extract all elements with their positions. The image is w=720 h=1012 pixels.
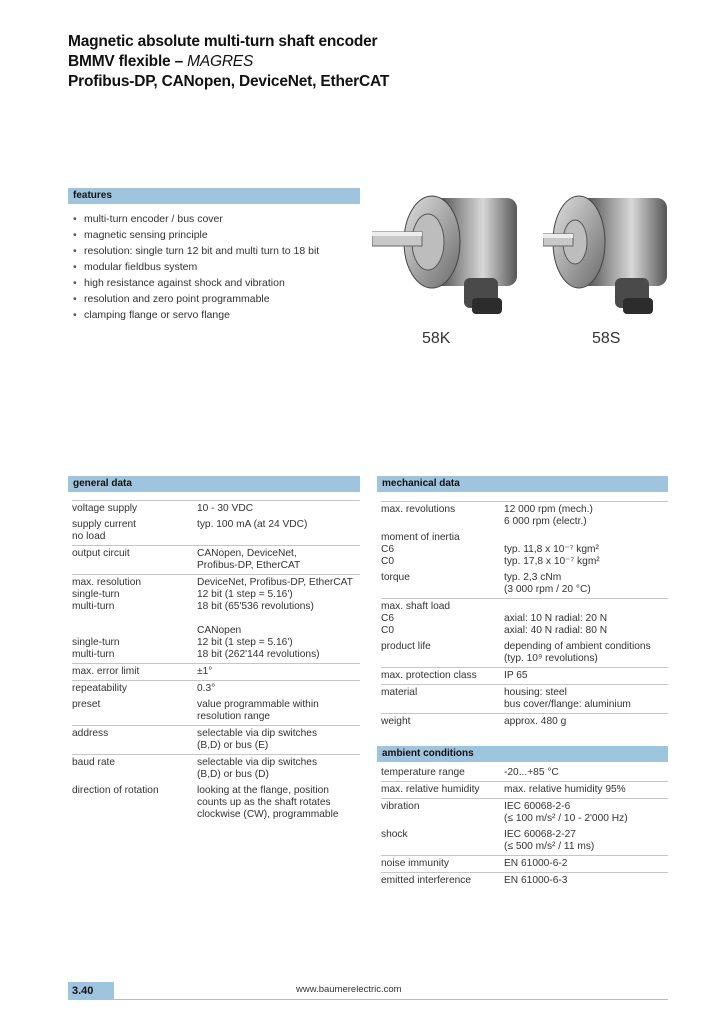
spec-row [381,570,668,598]
spec-value-line: (typ. 10⁹ revolutions) [504,653,598,664]
spec-label-line [381,841,504,853]
spec-value [197,699,360,723]
spec-value-line: (3 000 rpm / 20 °C) [504,584,591,595]
spec-label [381,829,504,853]
encoder-58s-image [543,190,673,316]
spec-label-line: multi-turn [72,649,115,660]
spec-label-line [381,653,504,665]
spec-label [381,687,504,711]
spec-label-line: noise immunity [381,858,449,869]
spec-value-line: 10 - 30 VDC [197,503,254,514]
spec-value-line: 12 bit (1 step = 5.16') [197,589,293,600]
spec-value-line: typ. 11,8 x 10⁻⁷ kgm² [504,544,599,555]
spec-label-line [381,813,504,825]
spec-label-line: max. protection class [381,670,477,681]
spec-label [381,875,504,887]
spec-value [197,683,360,695]
spec-label [72,519,197,543]
spec-value-line: looking at the flange, position [197,785,329,796]
spec-label-line [72,711,197,723]
spec-row [381,598,668,639]
spec-row [72,663,360,680]
spec-label-line [381,516,504,528]
title-line-3: Profibus-DP, CANopen, DeviceNet, EtherCAT [68,73,390,90]
spec-label-line: multi-turn [72,601,115,612]
spec-label [72,666,197,678]
feature-item: • modular fieldbus system [73,259,319,275]
spec-value [504,801,668,825]
feature-item: • high resistance against shock and vibration [73,275,319,291]
spec-row [72,680,360,697]
spec-row [381,713,668,730]
feature-item: • magnetic sensing principle [73,227,319,243]
spec-value-line: approx. 480 g [504,716,567,727]
spec-label-line [72,740,197,752]
spec-label [72,699,197,723]
spec-label-line: emitted interference [381,875,472,886]
spec-value [504,858,668,870]
spec-label [72,683,197,695]
spec-value [504,784,668,796]
spec-label [72,728,197,752]
spec-label-line: no load [72,531,106,542]
spec-value-line: counts up as the shaft rotates [197,797,331,808]
spec-value [197,728,360,752]
spec-label [72,548,197,572]
spec-value-line: max. relative humidity 95% [504,784,626,795]
spec-value-line: (≤ 500 m/s² / 11 ms) [504,841,595,852]
spec-value-line: selectable via dip switches [197,757,318,768]
spec-label [381,801,504,825]
spec-row [72,517,360,545]
feature-item: • multi-turn encoder / bus cover [73,211,319,227]
spec-value-line: IP 65 [504,670,528,681]
spec-label-line: max. error limit [72,666,140,677]
spec-label [381,572,504,596]
spec-label-line: supply current [72,519,136,530]
spec-value-line: bus cover/flange: aluminium [504,699,631,710]
spec-value [197,577,360,661]
spec-label-line: shock [381,829,408,840]
spec-value [197,503,360,515]
spec-value-line: CANopen [197,625,242,636]
spec-label [381,601,504,637]
page-title [68,32,389,92]
spec-value-line [504,532,668,544]
spec-value-line: 0.3° [197,683,216,694]
spec-label-line [72,809,197,821]
spec-value [504,641,668,665]
spec-value [504,532,668,568]
spec-value-line: IEC 60068-2-27 [504,829,576,840]
spec-label-line [381,699,504,711]
spec-label [72,785,197,821]
spec-label [72,577,197,661]
spec-label-line [72,560,197,572]
spec-row [381,667,668,684]
title-line-2-prefix: BMMV flexible – [68,53,188,70]
spec-value-line: CANopen, DeviceNet, [197,548,297,559]
spec-value-line: selectable via dip switches [197,728,318,739]
spec-label-line: C0 [381,625,395,636]
spec-row [381,501,668,530]
spec-label [72,503,197,515]
spec-row [72,545,360,574]
mechanical-data-header: mechanical data [377,476,668,492]
spec-label [381,532,504,568]
spec-value-line: -20...+85 °C [504,767,559,778]
spec-value-line: housing: steel [504,687,567,698]
spec-value [504,670,668,682]
spec-label [381,716,504,728]
spec-value-line: value programmable within [197,699,319,710]
spec-value-line: 18 bit (262'144 revolutions) [197,649,320,660]
spec-label-line: address [72,728,109,739]
spec-label-line: torque [381,572,410,583]
encoder-58k-image [372,190,522,316]
spec-row [381,530,668,570]
spec-label-line: single-turn [72,637,120,648]
spec-label-line: baud rate [72,757,116,768]
spec-value [197,548,360,572]
features-list [73,211,319,323]
spec-label [381,784,504,796]
spec-row [381,781,668,798]
spec-value-line: (B,D) or bus (D) [197,769,269,780]
spec-label-line [72,797,197,809]
spec-row [72,697,360,725]
title-line-2 [68,52,389,72]
spec-label-line: weight [381,716,411,727]
spec-label-line: preset [72,699,101,710]
spec-row [72,574,360,663]
caption-58s: 58S [592,330,621,347]
spec-value-line [504,601,668,613]
spec-value-line: IEC 60068-2-6 [504,801,571,812]
spec-label-line: product life [381,641,431,652]
feature-item: • resolution: single turn 12 bit and multi turn to 18 bit [73,243,319,259]
spec-label-line: max. shaft load [381,601,451,612]
spec-row [72,500,360,517]
spec-value-line: ±1° [197,666,213,677]
page-number: 3.40 [68,982,114,1000]
spec-value [504,829,668,853]
spec-row [381,798,668,827]
spec-label [381,767,504,779]
spec-label-line: direction of rotation [72,785,159,796]
footer-url[interactable]: www.baumerelectric.com [296,984,402,995]
spec-value [504,504,668,528]
ambient-conditions-header: ambient conditions [377,746,668,762]
spec-value-line: typ. 17,8 x 10⁻⁷ kgm² [504,556,600,567]
mechanical-data-table [381,501,668,730]
spec-value-line [197,613,360,625]
spec-label-line [72,613,197,625]
spec-row [381,765,668,781]
spec-value-line: DeviceNet, Profibus-DP, EtherCAT [197,577,353,588]
spec-label-line: material [381,687,418,698]
spec-value-line: depending of ambient conditions [504,641,651,652]
spec-value-line: 12 000 rpm (mech.) [504,504,593,515]
features-header: features [68,188,360,204]
spec-value [197,757,360,781]
spec-row [72,725,360,754]
spec-label [381,504,504,528]
spec-label-line: C6 [381,613,395,624]
spec-label-line [72,625,197,637]
spec-value-line: 18 bit (65'536 revolutions) [197,601,314,612]
spec-value-line: resolution range [197,711,271,722]
spec-label-line: moment of inertia [381,532,460,543]
spec-value-line: axial: 40 N radial: 80 N [504,625,608,636]
spec-value-line: 6 000 rpm (electr.) [504,516,587,527]
spec-label [381,670,504,682]
spec-value [504,687,668,711]
spec-label-line: max. resolution [72,577,142,588]
spec-value-line: 12 bit (1 step = 5.16') [197,637,293,648]
spec-row [381,684,668,713]
spec-value [504,767,668,779]
spec-label-line [381,584,504,596]
spec-value-line: EN 61000-6-2 [504,858,568,869]
feature-item: • resolution and zero point programmable [73,291,319,307]
title-line-2-italic: MAGRES [187,53,254,70]
spec-value-line: typ. 2,3 cNm [504,572,562,583]
spec-label [381,858,504,870]
spec-label-line: max. relative humidity [381,784,480,795]
spec-label-line: C0 [381,556,395,567]
general-data-header: general data [68,476,360,492]
spec-row [72,754,360,783]
spec-value [504,572,668,596]
spec-value-line [197,531,360,543]
spec-label-line: max. revolutions [381,504,456,515]
footer-rule [114,999,668,1000]
spec-value [197,666,360,678]
spec-value-line: clockwise (CW), programmable [197,809,339,820]
spec-row [381,827,668,855]
ambient-conditions-table [381,765,668,889]
spec-value [197,785,360,821]
spec-label-line: C6 [381,544,395,555]
general-data-table [72,500,360,823]
title-line-1: Magnetic absolute multi-turn shaft encoder [68,33,378,50]
spec-value [197,519,360,543]
spec-label-line: temperature range [381,767,465,778]
spec-label-line: voltage supply [72,503,138,514]
spec-label [72,757,197,781]
spec-value-line: axial: 10 N radial: 20 N [504,613,608,624]
spec-value-line: Profibus-DP, EtherCAT [197,560,301,571]
spec-value [504,716,668,728]
spec-row [381,639,668,667]
spec-value-line: EN 61000-6-3 [504,875,568,886]
spec-value-line: (≤ 100 m/s² / 10 - 2'000 Hz) [504,813,628,824]
spec-row [72,783,360,823]
spec-label-line: output circuit [72,548,130,559]
spec-label-line: vibration [381,801,420,812]
spec-value [504,875,668,887]
spec-row [381,855,668,872]
spec-label-line: single-turn [72,589,120,600]
spec-label [381,641,504,665]
spec-label-line [72,769,197,781]
spec-label-line: repeatability [72,683,127,694]
feature-item: • clamping flange or servo flange [73,307,319,323]
caption-58k: 58K [422,330,451,347]
spec-value [504,601,668,637]
spec-row [381,872,668,889]
spec-value-line: (B,D) or bus (E) [197,740,269,751]
spec-value-line: typ. 100 mA (at 24 VDC) [197,519,308,530]
